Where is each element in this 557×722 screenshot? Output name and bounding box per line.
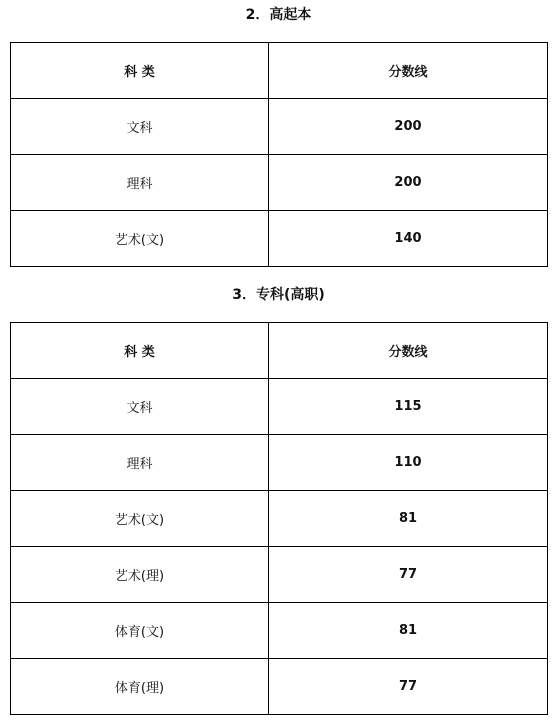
table-row [11, 603, 548, 659]
subject-cell: 文科 [11, 379, 269, 435]
subject-cell: 理科 [11, 155, 269, 211]
table-row [11, 211, 548, 267]
column-header-subject: 科 类 [11, 43, 269, 99]
subject-cell: 艺术(文) [11, 491, 269, 547]
table-header-row [11, 323, 548, 379]
score-cell: 81 [269, 491, 548, 547]
table-row [11, 379, 548, 435]
score-cell: 77 [269, 547, 548, 603]
subject-cell: 文科 [11, 99, 269, 155]
score-table-zhuanke [10, 322, 548, 715]
column-header-score: 分数线 [269, 43, 548, 99]
score-cell: 81 [269, 603, 548, 659]
score-cell: 200 [269, 99, 548, 155]
table-row [11, 659, 548, 715]
table-header-row [11, 43, 548, 99]
score-cell: 140 [269, 211, 548, 267]
subject-cell: 体育(文) [11, 603, 269, 659]
column-header-score: 分数线 [269, 323, 548, 379]
subject-cell: 艺术(理) [11, 547, 269, 603]
subject-cell: 艺术(文) [11, 211, 269, 267]
column-header-subject: 科 类 [11, 323, 269, 379]
table-row [11, 491, 548, 547]
subject-cell: 体育(理) [11, 659, 269, 715]
section-title-gaoqiben: 2．高起本 [245, 7, 312, 23]
score-cell: 110 [269, 435, 548, 491]
score-table-gaoqiben [10, 42, 548, 267]
table-row [11, 435, 548, 491]
section-title-zhuanke: 3．专科(高职) [232, 287, 325, 303]
table-row [11, 155, 548, 211]
subject-cell: 理科 [11, 435, 269, 491]
score-cell: 77 [269, 659, 548, 715]
table-row [11, 547, 548, 603]
score-cell: 200 [269, 155, 548, 211]
score-cell: 115 [269, 379, 548, 435]
table-row [11, 99, 548, 155]
